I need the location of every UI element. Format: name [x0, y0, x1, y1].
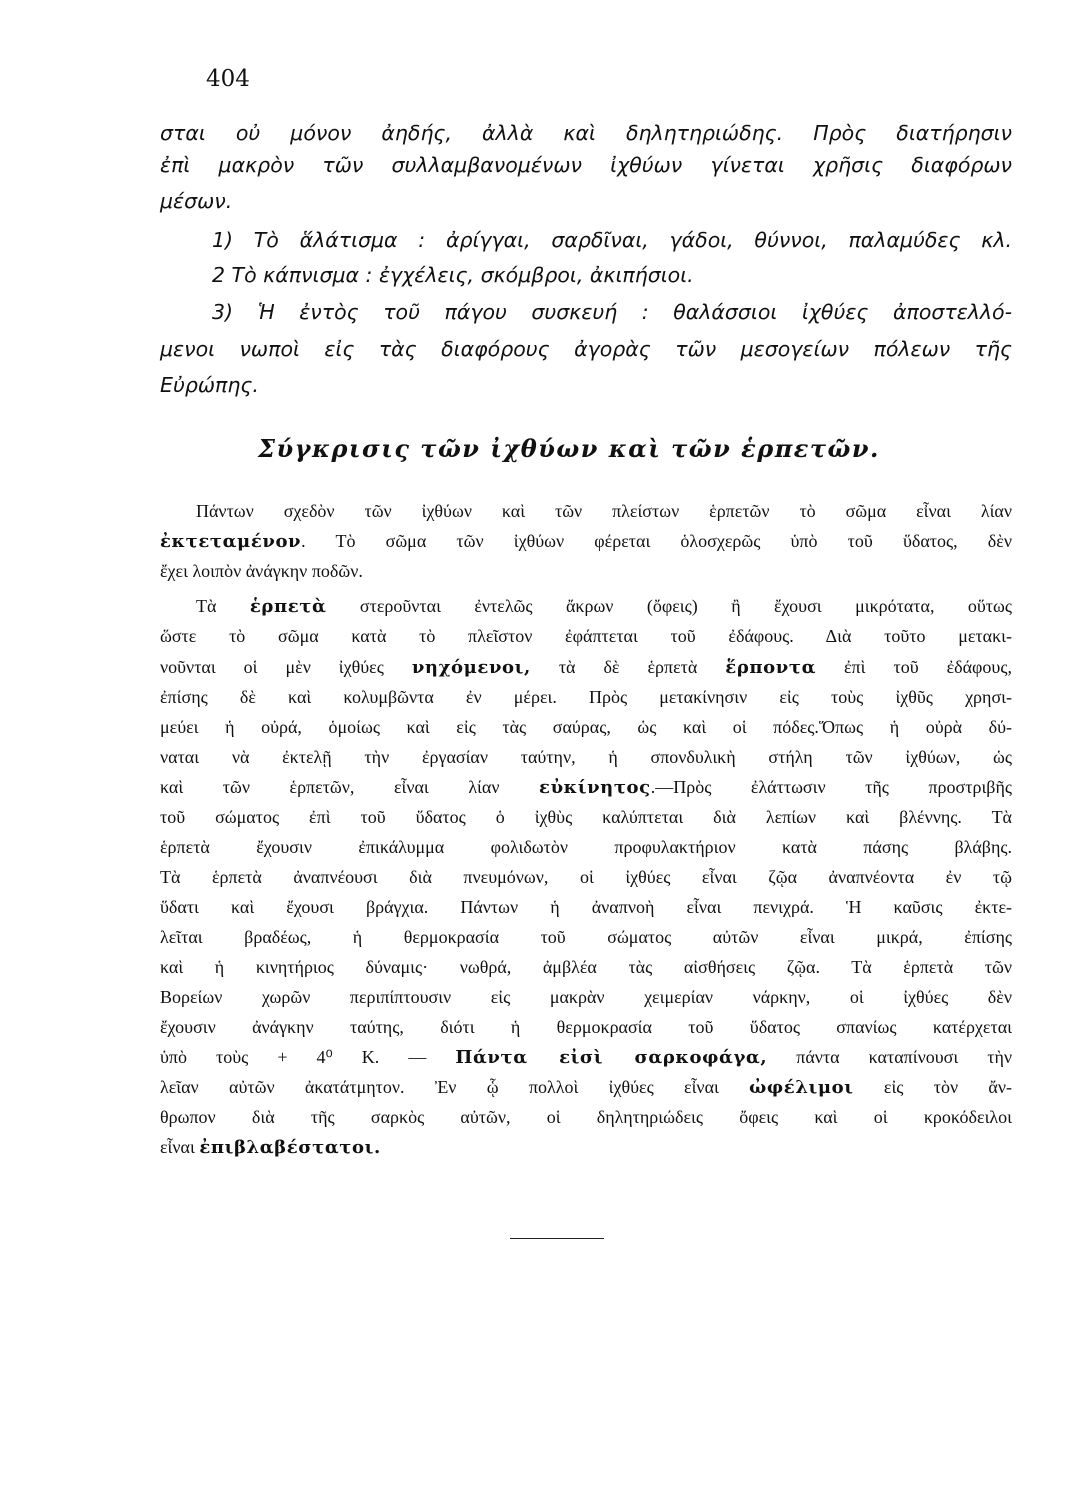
text-line: Τὰ ἑρπετὰ στεροῦνται ἐντελῶς ἄκρων (ὄφεις) ἢ ἔχουσι μικρότατα, οὕτως [196, 596, 1012, 617]
text-line: σται οὐ μόνον ἀηδής, ἀλλὰ καὶ δηλητηριώδης. Πρὸς διατήρησιν [160, 121, 1012, 145]
text-line: ἐκτεταμένον. Τὸ σῶμα τῶν ἰχθύων φέρεται ὁλοσχερῶς ὑπὸ τοῦ ὕδατος, δὲν [160, 531, 1012, 552]
list-item: 2 Τὸ κάπνισμα : ἐγχέλεις, σκόμβροι, ἀκιπήσιοι. [212, 263, 694, 287]
end-rule [510, 1238, 604, 1239]
text-line: Βορείων χωρῶν περιπίπτουσιν εἰς μακρὰν χειμερίαν νάρκην, οἱ ἰχθύες δὲν [160, 987, 1012, 1007]
text-line: καὶ ἡ κινητήριος δύναμις· νωθρά, ἀμβλέα τὰς αἰσθήσεις ζῷα. Τὰ ἑρπετὰ τῶν [160, 957, 1012, 977]
section-heading: Σύγκρισις τῶν ἰχθύων καὶ τῶν ἑρπετῶν. [258, 434, 880, 463]
text-line: ὑπὸ τοὺς + 4⁰ Κ. — Πάντα εἰσὶ σαρκοφάγα, πάντα καταπίνουσι τὴν [160, 1047, 1013, 1068]
text-line: ἑρπετὰ ἔχουσιν ἐπικάλυμμα φολιδωτὸν προφυλακτήριον κατὰ πάσης βλάβης. [160, 837, 1012, 857]
text-line: νοῦνται οἱ μὲν ἰχθύες νηχόμενοι, τὰ δὲ ἑρπετὰ ἕρποντα ἐπὶ τοῦ ἐδάφους, [160, 657, 1012, 678]
text-line: λεῖαν αὐτῶν ἀκατάτμητον. Ἐν ᾧ πολλοὶ ἰχθύες εἶναι ὠφέλιμοι εἰς τὸν ἄν- [160, 1077, 1012, 1098]
text-line: Εὐρώπης. [160, 373, 259, 397]
text-line: Πάντων σχεδὸν τῶν ἰχθύων καὶ τῶν πλείστων ἑρπετῶν τὸ σῶμα εἶναι λίαν [196, 501, 1012, 521]
list-item: 3) Ἡ ἐντὸς τοῦ πάγου συσκευή : θαλάσσιοι ἰχθύες ἀποστελλό- [212, 300, 1012, 324]
text-line: εἶναι ἐπιβλαβέστατοι. [160, 1137, 381, 1158]
page-number: 404 [206, 66, 250, 92]
text-line: ἔχει λοιπὸν ἀνάγκην ποδῶν. [160, 561, 363, 581]
text-line: μέσων. [160, 189, 233, 213]
text-line: θρωπον διὰ τῆς σαρκὸς αὐτῶν, οἱ δηλητηριώδεις ὄφεις καὶ οἱ κροκόδειλοι [160, 1107, 1012, 1127]
text-line: ἔχουσιν ἀνάγκην ταύτης, διότι ἡ θερμοκρασία τοῦ ὕδατος σπανίως κατέρχεται [160, 1017, 1012, 1037]
text-line: μενοι νωποὶ εἰς τὰς διαφόρους ἀγορὰς τῶν μεσογείων πόλεων τῆς [160, 337, 1012, 361]
list-item: 1) Τὸ ἅλάτισμα : ἀρίγγαι, σαρδῖναι, γάδοι, θύννοι, παλαμύδες κλ. [212, 228, 1012, 252]
text-line: ὥστε τὸ σῶμα κατὰ τὸ πλεῖστον ἐφάπτεται τοῦ ἐδάφους. Διὰ τοῦτο μετακι- [160, 626, 1012, 646]
text-line: ναται νὰ ἐκτελῇ τὴν ἐργασίαν ταύτην, ἡ σπονδυλικὴ στήλη τῶν ἰχθύων, ὡς [160, 747, 1012, 767]
text-line: λεῖται βραδέως, ἡ θερμοκρασία τοῦ σώματος αὐτῶν εἶναι μικρά, ἐπίσης [160, 927, 1012, 947]
text-line: καὶ τῶν ἑρπετῶν, εἶναι λίαν εὐκίνητος.—Πρὸς ἐλάττωσιν τῆς προστριβῆς [160, 777, 1013, 798]
text-line: τοῦ σώματος ἐπὶ τοῦ ὕδατος ὁ ἰχθὺς καλύπτεται διὰ λεπίων καὶ βλέννης. Τὰ [160, 807, 1012, 827]
text-line: ἐπὶ μακρὸν τῶν συλλαμβανομένων ἰχθύων γίνεται χρῆσις διαφόρων [160, 153, 1012, 177]
text-line: ἐπίσης δὲ καὶ κολυμβῶντα ἐν μέρει. Πρὸς μετακίνησιν εἰς τοὺς ἰχθῦς χρησι- [160, 687, 1012, 707]
text-line: Τὰ ἑρπετὰ ἀναπνέουσι διὰ πνευμόνων, οἱ ἰχθύες εἶναι ζῷα ἀναπνέοντα ἐν τῷ [160, 867, 1012, 887]
text-line: μεύει ἡ οὐρά, ὁμοίως καὶ εἰς τὰς σαύρας, ὡς καὶ οἱ πόδες.Ὅπως ἡ οὐρὰ δύ- [160, 717, 1012, 737]
text-line: ὕδατι καὶ ἔχουσι βράγχια. Πάντων ἡ ἀναπνοὴ εἶναι πενιχρά. Ἡ καῦσις ἐκτε- [160, 897, 1012, 917]
